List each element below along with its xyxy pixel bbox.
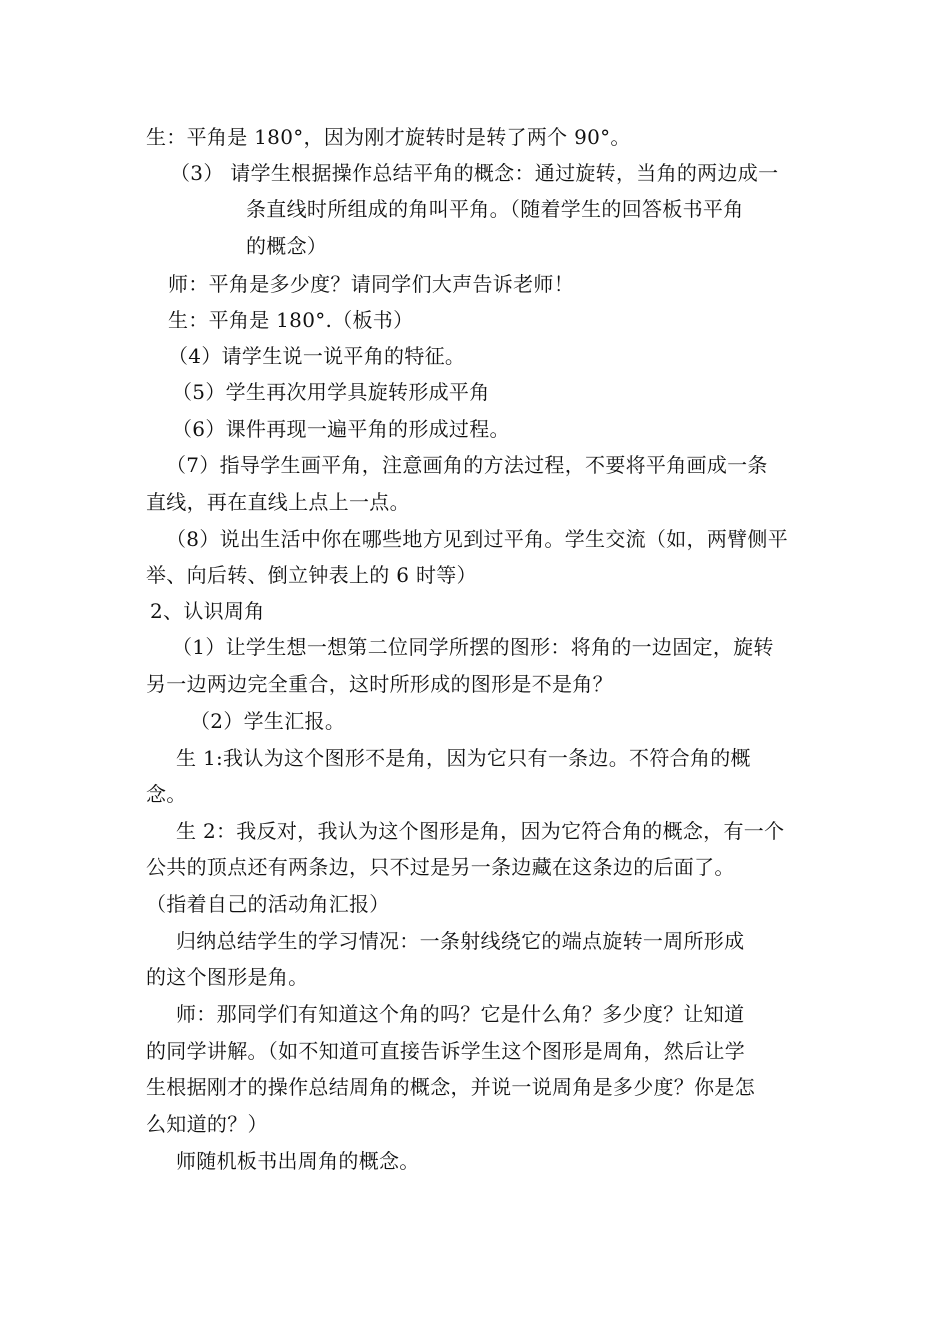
text-line: 生：平角是 180°，因为刚才旋转时是转了两个 90°。 bbox=[146, 125, 631, 149]
text-line: （1）让学生想一想第二位同学所摆的图形：将角的一边固定，旋转 bbox=[172, 635, 774, 659]
text-line: 师随机板书出周角的概念。 bbox=[176, 1149, 420, 1173]
text-line: 生 2：我反对，我认为这个图形是角，因为它符合角的概念，有一个 bbox=[176, 819, 785, 843]
text-line: 公共的顶点还有两条边，只不过是另一条边藏在这条边的后面了。 bbox=[146, 855, 735, 879]
text-line: 师：平角是多少度？请同学们大声告诉老师！ bbox=[168, 272, 574, 296]
text-line: 归纳总结学生的学习情况：一条射线绕它的端点旋转一周所形成 bbox=[176, 929, 745, 953]
text-line: 的这个图形是角。 bbox=[146, 965, 309, 989]
text-line: （7）指导学生画平角，注意画角的方法过程，不要将平角画成一条 bbox=[166, 453, 768, 477]
text-line: 念。 bbox=[146, 782, 187, 806]
text-line: 直线，再在直线上点上一点。 bbox=[146, 490, 410, 514]
text-line: 生：平角是 180°.（板书） bbox=[168, 308, 414, 332]
text-line: 另一边两边完全重合，这时所形成的图形是不是角？ bbox=[146, 672, 613, 696]
text-line: （指着自己的活动角汇报） bbox=[146, 892, 390, 916]
text-line: 条直线时所组成的角叫平角。（随着学生的回答板书平角 bbox=[246, 197, 744, 221]
text-line: （2）学生汇报。 bbox=[190, 709, 346, 733]
text-line: 生根据刚才的操作总结周角的概念，并说一说周角是多少度？你是怎 bbox=[146, 1075, 755, 1099]
text-line: 的概念） bbox=[246, 234, 328, 258]
text-line: 师：那同学们有知道这个角的吗？它是什么角？多少度？让知道 bbox=[176, 1002, 745, 1026]
text-line: 么知道的？） bbox=[146, 1112, 268, 1136]
text-line: 举、向后转、倒立钟表上的 6 时等） bbox=[146, 563, 477, 587]
text-line: （6）课件再现一遍平角的形成过程。 bbox=[172, 417, 510, 441]
text-line: （8）说出生活中你在哪些地方见到过平角。学生交流（如，两臂侧平 bbox=[166, 527, 789, 551]
section-heading: 2、认识周角 bbox=[150, 599, 265, 623]
text-line: （3） 请学生根据操作总结平角的概念：通过旋转，当角的两边成一 bbox=[170, 161, 779, 185]
text-line: 生 1:我认为这个图形不是角，因为它只有一条边。不符合角的概 bbox=[176, 746, 751, 770]
text-line: （4）请学生说一说平角的特征。 bbox=[168, 344, 466, 368]
text-line: （5）学生再次用学具旋转形成平角 bbox=[172, 380, 490, 404]
text-line: 的同学讲解。（如不知道可直接告诉学生这个图形是周角，然后让学 bbox=[146, 1039, 745, 1063]
